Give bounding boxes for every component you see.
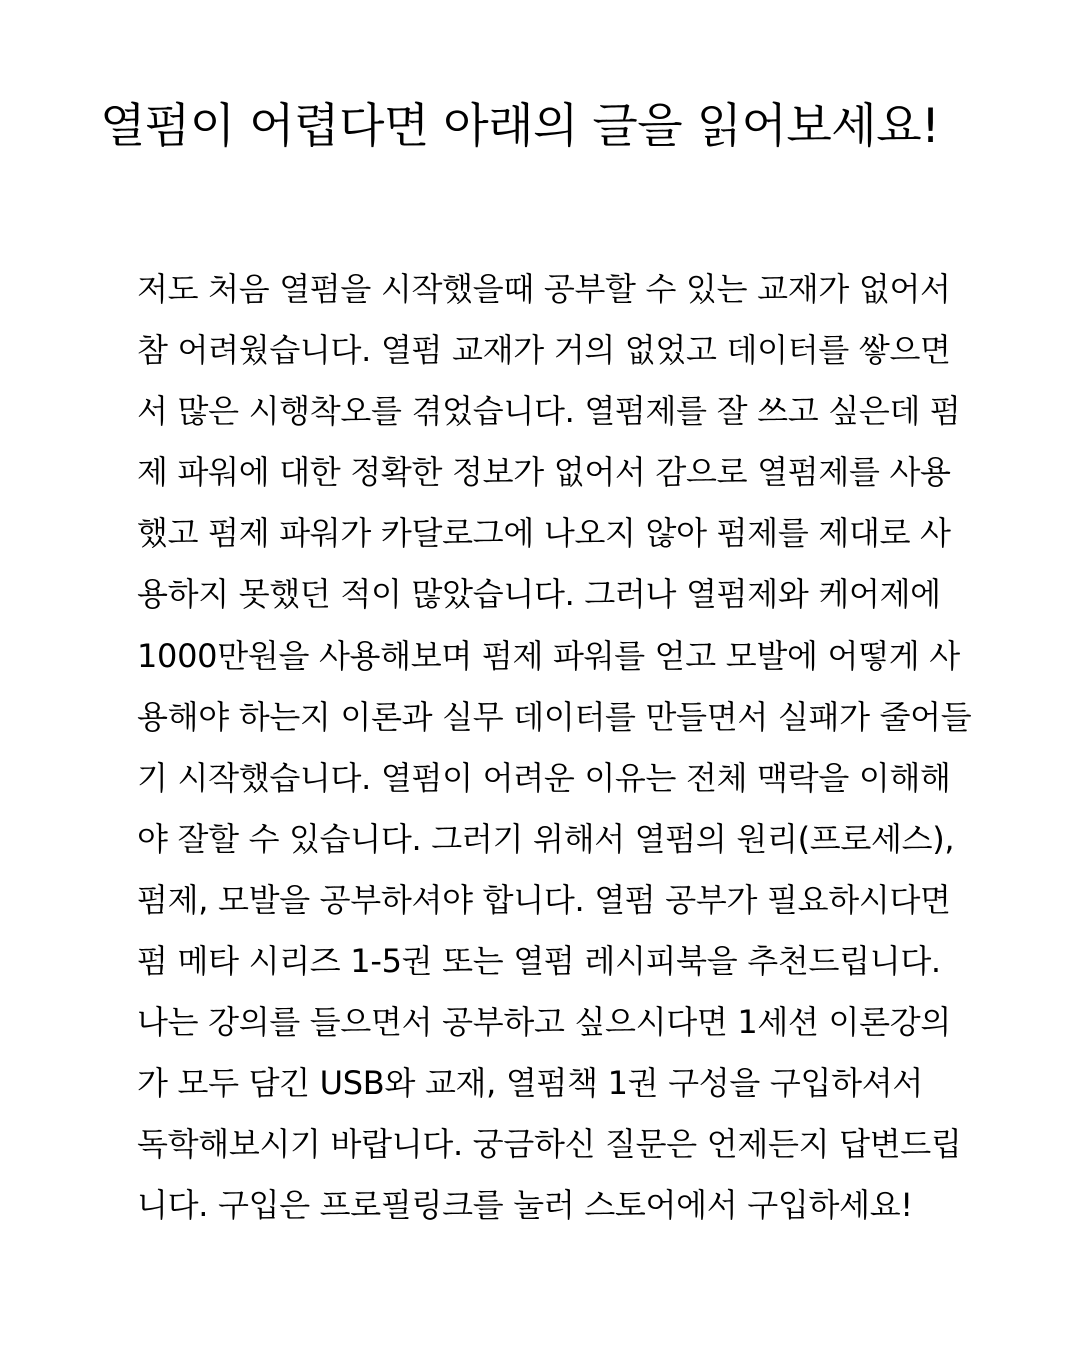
body-line: 펌 메타 시리즈 1-5권 또는 열펌 레시피북을 추천드립니다. — [137, 942, 941, 981]
body-line: 서 많은 시행착오를 겪었습니다. 열펌제를 잘 쓰고 싶은데 펌 — [137, 392, 961, 431]
body-line: 독학해보시기 바랍니다. 궁금하신 질문은 언제든지 답변드립 — [137, 1125, 962, 1164]
body-line: 저도 처음 열펌을 시작했을때 공부할 수 있는 교재가 없어서 — [137, 270, 951, 308]
body-line: 참 어려웠습니다. 열펌 교재가 거의 없었고 데이터를 쌓으면 — [137, 331, 951, 370]
body-line: 했고 펌제 파워가 카달로그에 나오지 않아 펌제를 제대로 사 — [137, 514, 951, 553]
body-text — [137, 259, 971, 1237]
body-line: 나는 강의를 들으면서 공부하고 싶으시다면 1세션 이론강의 — [137, 1003, 951, 1042]
body-line: 펌제, 모발을 공부하셔야 합니다. 열펌 공부가 필요하시다면 — [137, 880, 951, 919]
body-line: 1000만원을 사용해보며 펌제 파워를 얻고 모발에 어떻게 사 — [137, 636, 960, 675]
body-line: 가 모두 담긴 USB와 교재, 열펌책 1권 구성을 구입하셔서 — [137, 1064, 923, 1103]
body-line: 야 잘할 수 있습니다. 그러기 위해서 열펌의 원리(프로세스), — [137, 819, 955, 858]
page-title: 열펌이 어렵다면 아래의 글을 읽어보세요! — [100, 99, 940, 154]
body-line: 니다. 구입은 프로필링크를 눌러 스토어에서 구입하세요! — [137, 1186, 913, 1225]
body-line: 제 파워에 대한 정확한 정보가 없어서 감으로 열펌제를 사용 — [137, 453, 951, 492]
body-line: 용하지 못했던 적이 많았습니다. 그러나 열펌제와 케어제에 — [137, 575, 941, 614]
body-line: 용해야 하는지 이론과 실무 데이터를 만들면서 실패가 줄어들 — [137, 697, 972, 736]
body-line: 기 시작했습니다. 열펌이 어려운 이유는 전체 맥락을 이해해 — [137, 758, 951, 797]
